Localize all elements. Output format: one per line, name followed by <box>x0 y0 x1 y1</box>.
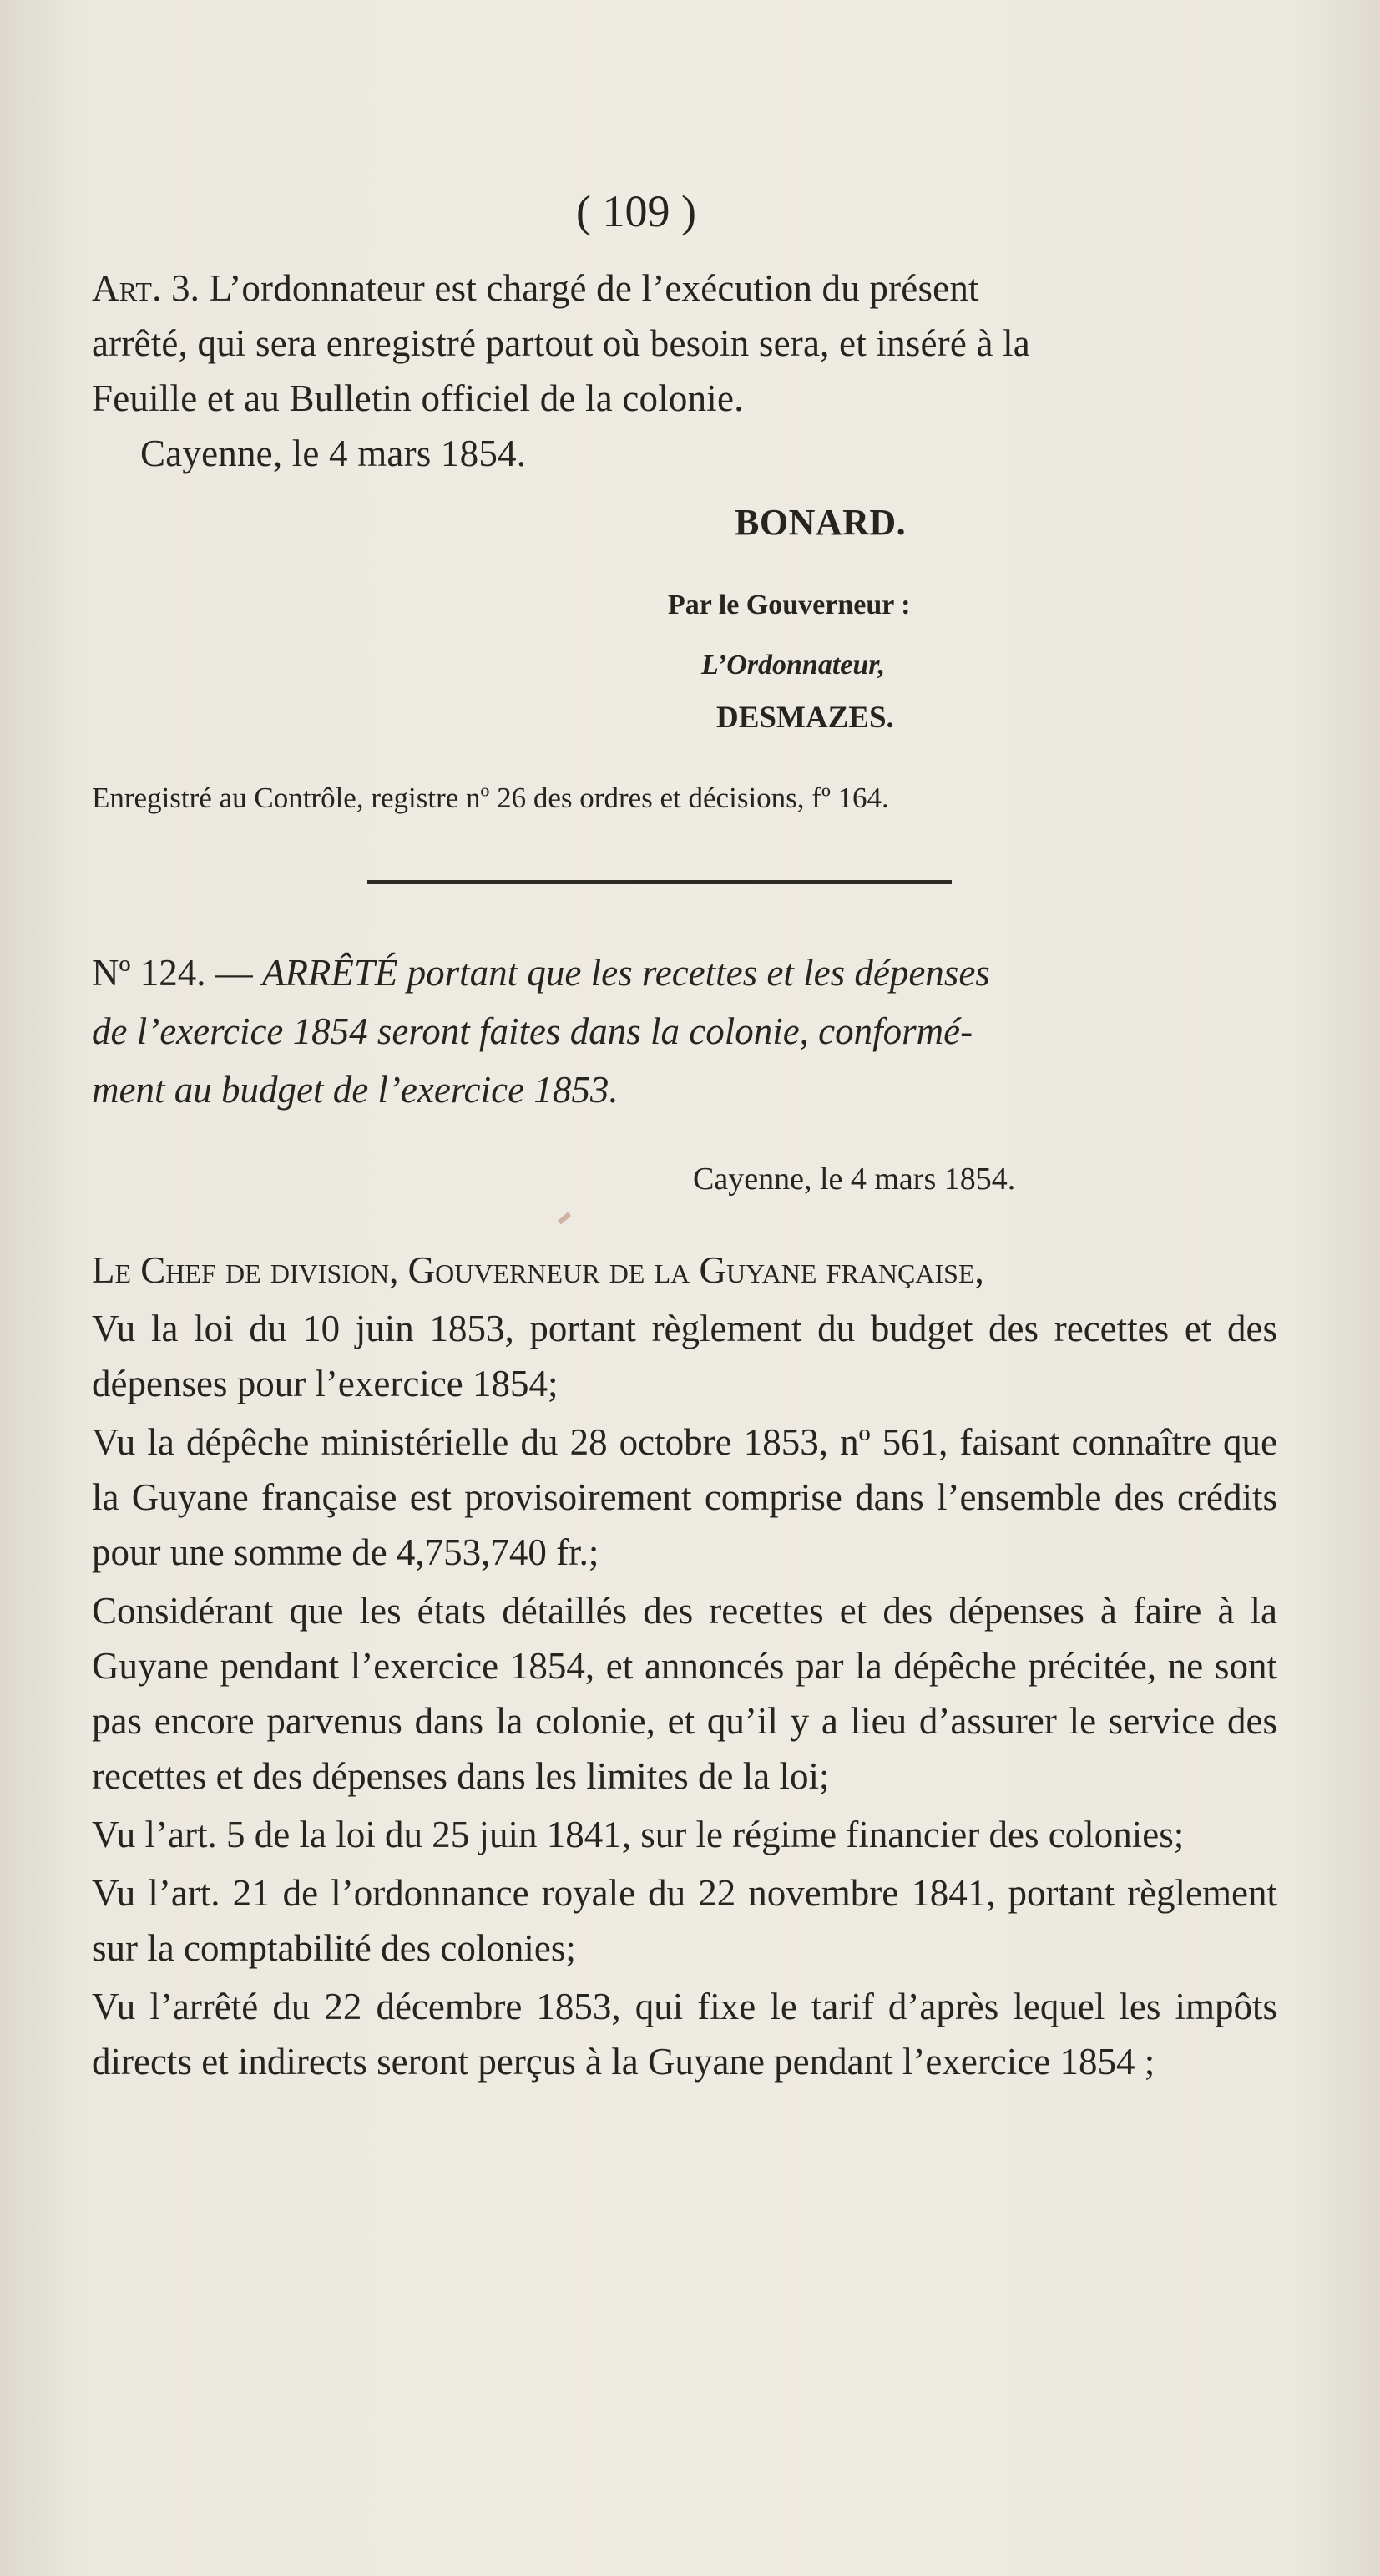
ink-mark <box>558 1212 571 1225</box>
ordonnateur-name: DESMAZES. <box>716 701 894 735</box>
decree-date: Cayenne, le 4 mars 1854. <box>693 1161 1016 1197</box>
recital-4: Vu l’art. 5 de la loi du 25 juin 1841, sur le régime financier des colonies; <box>92 1814 1185 1855</box>
decree-number: Nº 124. — <box>92 952 262 994</box>
decree-title-line-2: de l’exercice 1854 seront faites dans la colonie, conformé- <box>92 1010 973 1052</box>
article-3-line-3: Feuille et au Bulletin officiel de la colonie. <box>92 377 744 419</box>
decree-title-line-1 <box>92 944 1277 1002</box>
section-divider <box>367 880 952 884</box>
closing-date: Cayenne, le 4 mars 1854. <box>140 433 527 474</box>
decree-body <box>92 1242 1277 2089</box>
article-3-line-2: arrêté, qui sera enregistré partout où besoin sera, et inséré à la <box>92 322 1030 364</box>
page-number: ( 109 ) <box>576 186 696 236</box>
article-3-label: Art. 3. <box>92 267 200 309</box>
decree-title-line-3: ment au budget de l’exercice 1853. <box>92 1069 619 1111</box>
recital-3: Considérant que les états détaillés des recettes et des dépenses à faire à la Guyane pendant l’exercice 1854, et annoncés par la dépêche précitée, ne sont pas encore parvenus dans la colonie, et qu’il y a lieu d’assurer le service des recettes et des dépenses dans les limites de la loi; <box>92 1590 1277 1797</box>
recital-2: Vu la dépêche ministérielle du 28 octobre 1853, nº 561, faisant connaître que la Guyane française est provisoirement comprise dans l’ensemble des crédits pour une somme de 4,753,740 fr.; <box>92 1421 1277 1573</box>
decree-heading: ARRÊTÉ portant que les recettes et les dépenses <box>261 952 990 994</box>
recital-1: Vu la loi du 10 juin 1853, portant règlement du budget des recettes et des dépenses pour l’exercice 1854; <box>92 1308 1277 1404</box>
registration-note: Enregistré au Contrôle, registre nº 26 des ordres et décisions, fº 164. <box>92 782 889 814</box>
article-3-line-1 <box>92 261 979 316</box>
ordonnateur-title: L’Ordonnateur, <box>701 650 886 681</box>
preamble <box>92 1242 1277 1298</box>
recital-6: Vu l’arrêté du 22 décembre 1853, qui fixe le tarif d’après lequel les impôts directs et indirects seront perçus à la Guyane pendant l’exercice 1854 ; <box>92 1986 1277 2083</box>
decree-title <box>92 944 1277 1119</box>
by-governor-label: Par le Gouverneur : <box>668 590 911 620</box>
recital-5: Vu l’art. 21 de l’ordonnance royale du 22 novembre 1841, portant règlement sur la comptabilité des colonies; <box>92 1872 1277 1969</box>
article-3-text-1: L’ordonnateur est chargé de l’exécution du présent <box>209 267 979 309</box>
signatory-name: BONARD. <box>735 502 907 543</box>
preamble-text: Le Chef de division, Gouverneur de la Guyane française, <box>92 1249 984 1291</box>
